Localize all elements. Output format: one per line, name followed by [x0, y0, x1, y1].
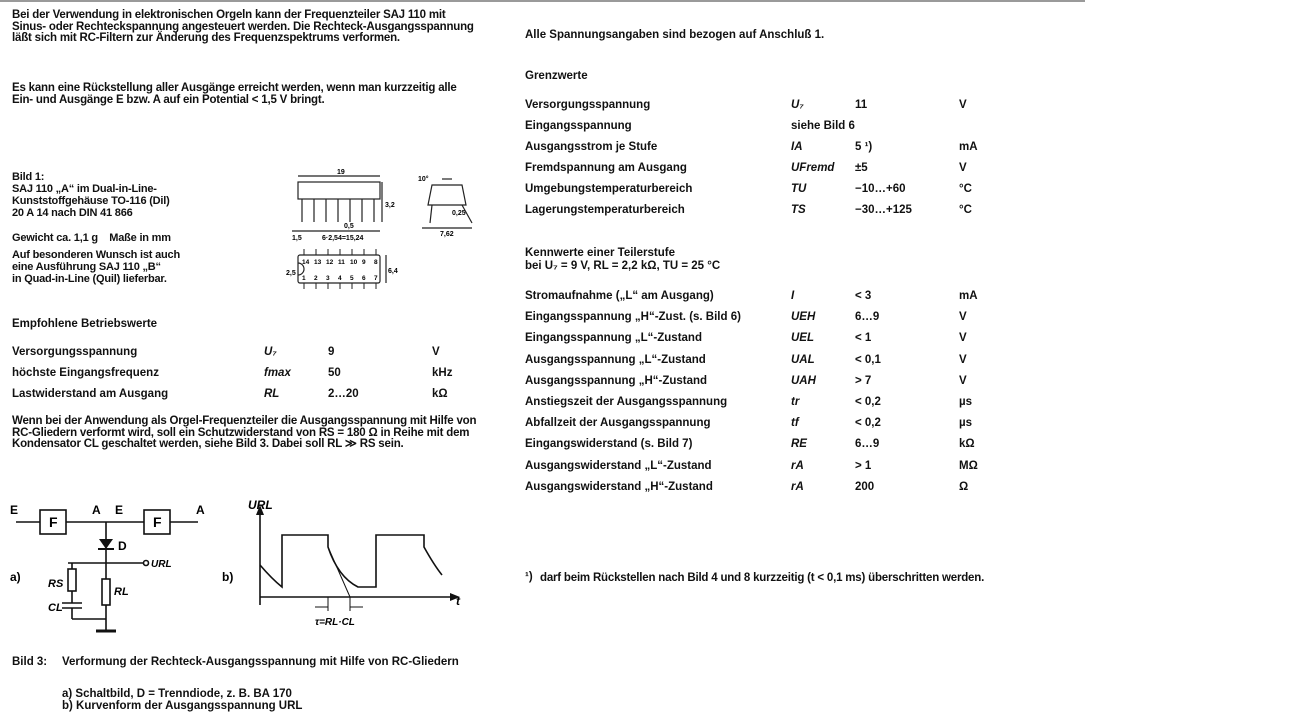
label-tau: τ=RL·CL	[315, 617, 355, 628]
table-row	[525, 96, 985, 114]
row-value: 200	[855, 480, 875, 493]
pin-label: 8	[374, 259, 378, 266]
table-row	[525, 351, 985, 369]
row-value: ±5	[855, 162, 868, 174]
row-value: < 0,1	[855, 353, 881, 366]
pin-label: 10	[350, 259, 358, 266]
row-symbol: I	[791, 290, 795, 302]
dim-t: 0,25	[452, 210, 466, 217]
bild1-line: Kunststoffgehäuse TO-116 (Dil)	[12, 195, 170, 207]
row-value: −10…+60	[855, 183, 906, 195]
label-rl: RL	[114, 586, 129, 598]
dim-pitch: 6·2,54=15,24	[322, 235, 364, 242]
row-symbol: rA	[791, 459, 804, 472]
row-value: < 3	[855, 290, 872, 302]
pin-label: 13	[314, 259, 322, 266]
label-cl: CL	[48, 602, 63, 614]
pin-label: 9	[362, 259, 366, 266]
row-label: Versorgungsspannung	[12, 346, 138, 358]
pin-label: 14	[302, 259, 310, 266]
table-row	[12, 364, 482, 382]
row-label: höchste Eingangsfrequenz	[12, 367, 159, 379]
table-row	[525, 117, 985, 135]
table-row	[525, 201, 985, 219]
table-row	[525, 159, 985, 177]
empfohlene-title: Empfohlene Betriebswerte	[12, 318, 158, 330]
row-symbol: tf	[791, 417, 799, 430]
bild1-weight: Gewicht ca. 1,1 g Maße in mm	[12, 232, 171, 244]
bild3-sub-a: a) Schaltbild, D = Trenndiode, z. B. BA 170	[62, 688, 292, 700]
label-b-sub: b)	[222, 570, 234, 584]
pin-label: 2	[314, 275, 318, 282]
row-symbol: UEL	[791, 332, 814, 345]
row-symbol: fmax	[264, 367, 291, 379]
table-row	[525, 329, 985, 347]
row-label: Lagerungstemperaturbereich	[525, 204, 685, 216]
label-rs: RS	[48, 578, 64, 590]
diode-icon	[99, 539, 113, 549]
label-f: F	[49, 514, 58, 530]
row-label: Versorgungsspannung	[525, 99, 651, 111]
footnote-mark: ¹)	[525, 571, 533, 583]
top-rule	[0, 0, 1085, 2]
row-unit: V	[959, 353, 967, 366]
bild1-note: eine Ausführung SAJ 110 „B“	[12, 261, 161, 273]
row-unit: mA	[959, 141, 978, 153]
label-url: URL	[248, 498, 273, 512]
label-a-sub: a)	[10, 570, 21, 584]
row-unit: kΩ	[432, 388, 448, 400]
dim-body: 6,4	[388, 268, 398, 275]
dim-side: 10°	[418, 176, 429, 183]
row-unit: MΩ	[959, 459, 978, 472]
row-value: 2…20	[328, 388, 359, 400]
row-unit: kΩ	[959, 438, 975, 451]
dim-quil-w: 2,5	[286, 270, 296, 277]
row-value: < 0,2	[855, 417, 881, 430]
pin-label: 5	[350, 275, 354, 282]
dil-body	[298, 182, 380, 199]
row-value: 11	[855, 99, 868, 111]
kennwerte-title: Kennwerte einer Teilerstufe	[525, 247, 675, 259]
row-unit: V	[959, 99, 967, 111]
row-symbol: TS	[791, 204, 806, 216]
row-unit: V	[432, 346, 440, 358]
row-symbol: tr	[791, 396, 800, 408]
row-label: Ausgangsspannung „L“-Zustand	[525, 353, 706, 366]
table-row	[12, 343, 482, 361]
row-symbol: RL	[264, 388, 280, 400]
row-value: 9	[328, 346, 335, 358]
table-row	[525, 138, 985, 156]
row-symbol: IA	[791, 141, 803, 153]
dim-h: 3,2	[385, 202, 395, 209]
row-unit: V	[959, 374, 967, 387]
pin-label: 3	[326, 275, 330, 282]
row-label: Eingangsspannung	[525, 120, 632, 132]
row-label: Eingangsspannung „L“-Zustand	[525, 332, 702, 345]
table-row	[525, 414, 985, 432]
row-unit: Ω	[959, 480, 969, 493]
bild1-line: 20 A 14 nach DIN 41 866	[12, 207, 133, 219]
waveform-diagram	[220, 495, 470, 645]
label-a: A	[92, 503, 101, 517]
kennwerte-condition: bei U₇ = 9 V, RL = 2,2 kΩ, TU = 25 °C	[525, 260, 721, 272]
row-symbol: U₇	[264, 346, 277, 358]
row-unit: °C	[959, 183, 972, 195]
table-row	[525, 393, 985, 411]
table-row	[525, 457, 985, 475]
row-value: 6…9	[855, 311, 880, 324]
intro-paragraph-1: Bei der Verwendung in elektronischen Orgeln kann der Frequenzteiler SAJ 110 mit Sinus- oder Rechteckspannung angesteuert werden. Die Rechteck-Ausgangsspannung läßt sich mit RC-Filtern zur Änderung des Frequenzspektrums verformen.	[12, 9, 474, 44]
table-row	[525, 308, 985, 326]
dim-depth: 7,62	[440, 231, 454, 238]
row-value: 5 ¹)	[855, 141, 873, 153]
table-row	[12, 385, 482, 403]
pin-label: 7	[374, 275, 378, 282]
row-unit: °C	[959, 204, 972, 216]
row-value: < 1	[855, 332, 872, 345]
bild3-caption: Verformung der Rechteck-Ausgangsspannung mit Hilfe von RC-Gliedern	[62, 656, 459, 668]
row-value: 6…9	[855, 438, 880, 451]
row-symbol: U₇	[791, 99, 804, 111]
row-unit: kHz	[432, 367, 453, 379]
row-symbol: rA	[791, 480, 804, 493]
row-symbol: UEH	[791, 311, 816, 324]
footnote-text: darf beim Rückstellen nach Bild 4 und 8 kurzzeitig (t < 0,1 ms) überschritten werden.	[540, 572, 985, 584]
label-e: E	[115, 503, 124, 517]
row-symbol: UFremd	[791, 162, 835, 174]
bild3-sub-b: b) Kurvenform der Ausgangsspannung URL	[62, 700, 303, 712]
pin-label: 12	[326, 259, 334, 266]
row-label: Eingangswiderstand (s. Bild 7)	[525, 438, 693, 451]
row-unit: V	[959, 162, 967, 174]
pin-label: 4	[338, 275, 342, 282]
row-unit: mA	[959, 290, 978, 302]
row-value: > 1	[855, 459, 872, 472]
reference-note: Alle Spannungsangaben sind bezogen auf Anschluß 1.	[525, 29, 825, 41]
pin-label: 6	[362, 275, 366, 282]
row-unit: µs	[959, 396, 973, 408]
bild1-line: SAJ 110 „A“ im Dual-in-Line-	[12, 183, 157, 195]
row-symbol: RE	[791, 438, 807, 451]
row-unit: µs	[959, 417, 973, 430]
pin-label: 11	[338, 259, 345, 266]
row-value: siehe Bild 6	[791, 120, 855, 132]
row-symbol: UAH	[791, 374, 816, 387]
table-row	[525, 287, 985, 305]
grenzwerte-title: Grenzwerte	[525, 70, 588, 82]
row-label: Abfallzeit der Ausgangsspannung	[525, 417, 711, 430]
label-f: F	[153, 514, 162, 530]
row-label: Anstiegszeit der Ausgangsspannung	[525, 396, 728, 408]
row-value: > 7	[855, 374, 872, 387]
orgel-paragraph: Wenn bei der Anwendung als Orgel-Frequenzteiler die Ausgangsspannung mit Hilfe von RC-Gliedern verformt wird, soll ein Schutzwiderstand von RS = 180 Ω in Reihe mit dem Kondensator CL geschaltet werden, siehe Bild 3. Dabei soll RL ≫ RS sein.	[12, 415, 477, 450]
row-label: Stromaufnahme („L“ am Ausgang)	[525, 290, 714, 302]
table-row	[525, 180, 985, 198]
label-e: E	[10, 503, 19, 517]
dim-length: 19	[337, 169, 345, 176]
row-symbol: TU	[791, 183, 807, 195]
row-label: Lastwiderstand am Ausgang	[12, 388, 169, 400]
table-row	[525, 478, 985, 496]
rs-resistor	[68, 569, 76, 591]
bild1-note: Auf besonderen Wunsch ist auch	[12, 249, 180, 261]
row-label: Ausgangswiderstand „L“-Zustand	[525, 459, 712, 472]
row-value: < 0,2	[855, 396, 881, 408]
intro-paragraph-2: Es kann eine Rückstellung aller Ausgänge erreicht werden, wenn man kurzzeitig alle Ein- und Ausgänge E bzw. A auf ein Potential < 1,5 V bringt.	[12, 82, 457, 106]
label-d: D	[118, 539, 127, 553]
waveform-curve	[260, 535, 442, 587]
label-url: URL	[151, 559, 172, 570]
label-t: t	[456, 594, 460, 608]
dim-w: 0,5	[344, 223, 354, 230]
row-label: Fremdspannung am Ausgang	[525, 162, 687, 174]
row-label: Ausgangswiderstand „H“-Zustand	[525, 480, 713, 493]
bild1-label: Bild 1:	[12, 171, 45, 183]
table-row	[525, 372, 985, 390]
row-unit: V	[959, 332, 967, 345]
bild1-note: in Quad-in-Line (Quil) lieferbar.	[12, 273, 167, 285]
row-value: 50	[328, 367, 341, 379]
row-label: Eingangsspannung „H“-Zust. (s. Bild 6)	[525, 311, 741, 324]
pin-label: 1	[302, 275, 306, 282]
bild3-label: Bild 3:	[12, 656, 48, 668]
row-label: Ausgangsstrom je Stufe	[525, 141, 658, 153]
table-row	[525, 435, 985, 453]
row-symbol: UAL	[791, 353, 815, 366]
dim-lead: 1,5	[292, 235, 302, 242]
row-unit: V	[959, 311, 967, 324]
row-value: −30…+125	[855, 204, 912, 216]
rl-resistor	[102, 579, 110, 605]
circuit-diagram	[8, 495, 238, 645]
package-drawing	[282, 165, 502, 300]
label-a: A	[196, 503, 205, 517]
row-label: Umgebungstemperaturbereich	[525, 183, 693, 195]
row-label: Ausgangsspannung „H“-Zustand	[525, 374, 708, 387]
